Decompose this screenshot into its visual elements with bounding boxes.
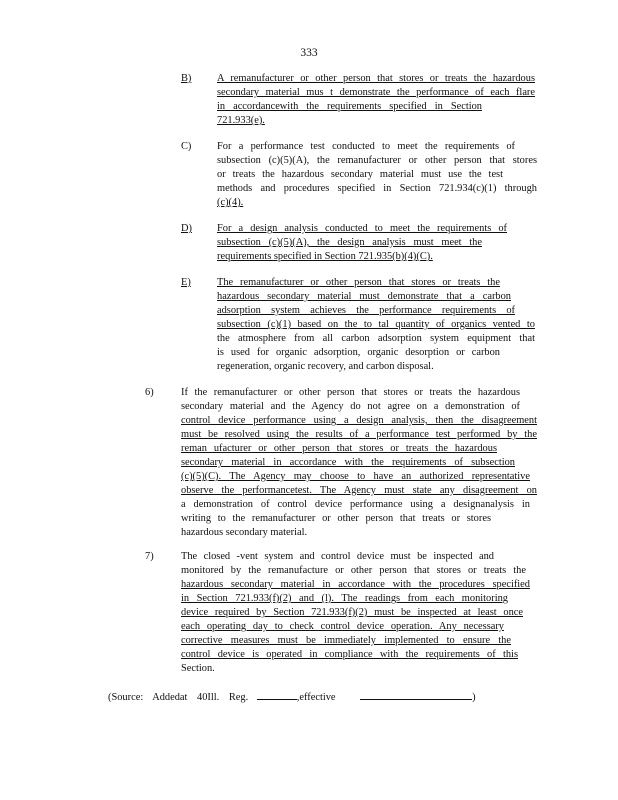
text-line: a demonstration of control device performance using a designanalysis in [181,499,530,510]
text-line: Section. [181,663,215,674]
text-line: hazardous secondary material. [181,527,308,538]
source-note [108,688,476,703]
text-line: regeneration, organic recovery, and carbon disposal. [217,361,434,372]
page-number: 333 [300,47,318,59]
text-line: subsection (c)(1) based on the to tal quantity of organics vented to [217,319,535,330]
text-line: secondary material and the Agency do not agree on a demonstration of [181,401,520,412]
text-line: The closed -vent system and control device must be inspected and [181,551,494,562]
item-label: B) [181,73,192,84]
item-text [217,72,535,128]
item-text [181,550,537,676]
text-line: observe the performancetest. The Agency must state any disagreement on [181,485,537,496]
text-line: reman ufacturer or other person that stores or treats the hazardous [181,443,497,454]
text-line: A remanufacturer or other person that stores or treats the hazardous [217,73,535,84]
text-line: in Section 721.933(f)(2) and (l). The readings from each monitoring [181,593,508,604]
text-line: control device is operated in compliance with the requirements of this [181,649,518,660]
text-line: 721.933(e). [217,115,265,126]
item-text [217,140,537,210]
text-line: If the remanufacturer or other person that stores or treats the hazardous [181,387,520,398]
item-label: D) [181,223,192,234]
text-line: hazardous secondary material in accordance with the procedures specified [181,579,530,590]
text-line: (c)(5)(C). The Agency may choose to have an authorized representative [181,471,530,482]
text-line: subsection (c)(5)(A), the design analysis must meet the [217,237,482,248]
item-label: E) [181,277,191,288]
item-label: C) [181,141,192,152]
text-line: (c)(4). [217,197,244,208]
text-line: methods and procedures specified in Section 721.934(c)(1) through [217,183,537,194]
text-line: hazardous secondary material must demonstrate that a carbon [217,291,511,302]
text-line: secondary material in accordance with the requirements of subsection [181,457,515,468]
text-line: For a performance test conducted to meet the requirements of [217,141,515,152]
text-line: the atmosphere from all carbon adsorption system equipment that [217,333,535,344]
text-line: corrective measures must be immediately implemented to ensure the [181,635,511,646]
text-line: each operating day to check control device operation. Any necessary [181,621,504,632]
text-line: The remanufacturer or other person that stores or treats the [217,277,500,288]
effective-date-blank [360,688,472,700]
item-label: 6) [145,387,154,398]
text-line: requirements specified in Section 721.935(b)(4)(C). [217,251,433,262]
text-line: or treats the hazardous secondary material must use the test [217,169,503,180]
source-effective: ,effective [296,692,336,703]
text-line: in accordancewith the requirements specified in Section [217,101,482,112]
text-line: writing to the remanufacturer or other person that treats or stores [181,513,491,524]
text-line: device required by Section 721.933(f)(2) must be inspected at least once [181,607,523,618]
text-line: For a design analysis conducted to meet the requirements of [217,223,507,234]
item-text [217,276,535,374]
text-line: secondary material mus t demonstrate the performance of each flare [217,87,535,98]
item-text [217,222,507,264]
item-label: 7) [145,551,154,562]
text-line: is used for organic adsorption, organic desorption or carbon [217,347,500,358]
source-close: ) [472,692,476,703]
text-line: control device performance using a design analysis, then the disagreement [181,415,537,426]
register-blank [257,688,297,700]
text-line: must be resolved using the results of a performance test performed by the [181,429,537,440]
source-prefix: (Source: Addedat 40Ill. Reg. [108,692,249,703]
text-line: adsorption system achieves the performance requirements of [217,305,515,316]
text-line: subsection (c)(5)(A), the remanufacturer or other person that stores [217,155,537,166]
item-text [181,386,537,540]
text-line: monitored by the remanufacture or other person that stores or treats the [181,565,526,576]
